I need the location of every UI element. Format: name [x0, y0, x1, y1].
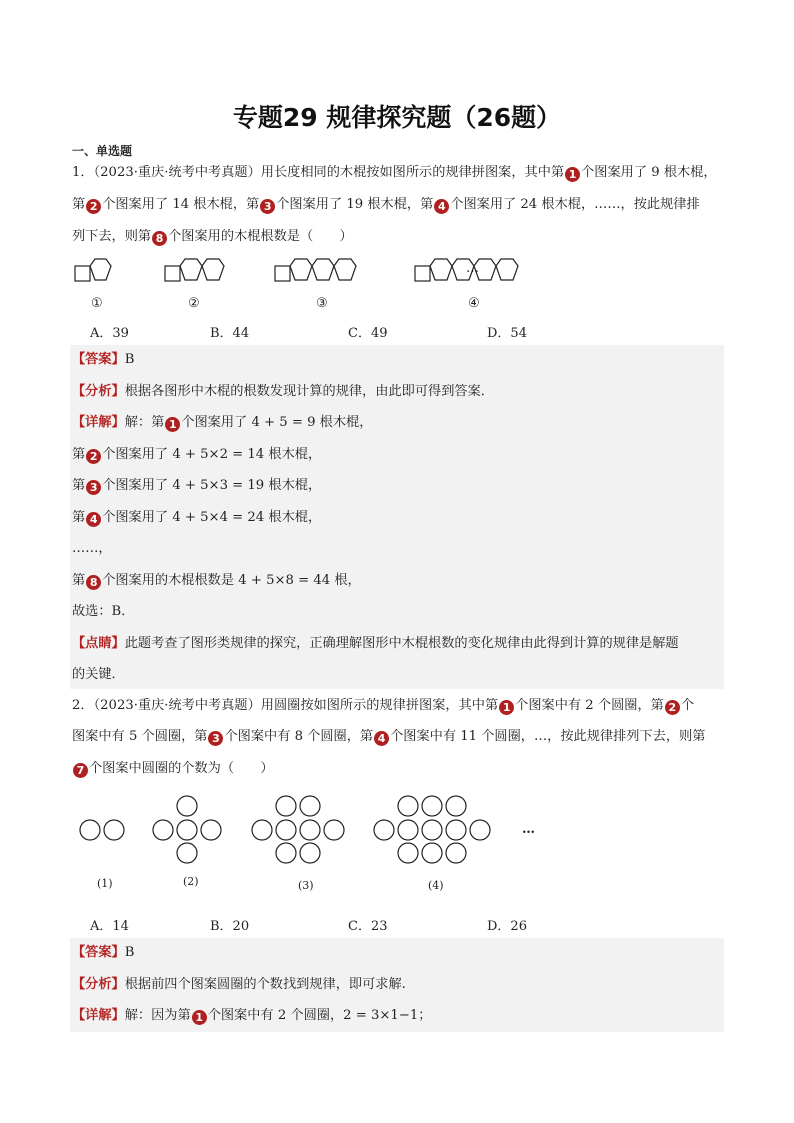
- q1-detail-line3: 第 3 个图案用了 4 + 5×3 = 19 根木棍，: [72, 478, 322, 494]
- q1-option-b: B．44: [210, 326, 250, 341]
- q2-figure-label-4: (4): [428, 879, 444, 892]
- q1-option-a: A．39: [90, 326, 129, 341]
- q2-option-c: C．23: [348, 919, 388, 934]
- section-heading: 一、单选题: [72, 144, 133, 158]
- q1-answer-line: 【答案】B: [72, 352, 135, 367]
- q1-figure-ellipsis: …: [466, 261, 479, 276]
- circled-number: 1: [192, 1010, 207, 1025]
- q2-detail-line1: 【详解】解：因为第 1 个图案中有 2 个圆圈，2 = 3×1−1；: [72, 1008, 432, 1024]
- q1-option-d: D．54: [487, 326, 527, 341]
- circled-number: 7: [73, 763, 88, 778]
- q1-analysis-line: 【分析】根据各图形中木棍的根数发现计算的规律，由此即可得到答案．: [72, 384, 494, 399]
- circled-number: 4: [86, 512, 101, 527]
- q2-stem-line3: 7 个图案中圆圈的个数为（ ）: [72, 759, 274, 779]
- circled-number: 3: [260, 199, 275, 214]
- q2-analysis-line: 【分析】根据前四个图案圆圈的个数找到规律，即可求解.: [72, 977, 406, 992]
- q1-detail-line1: 【详解】解：第 1 个图案用了 4 + 5 = 9 根木棍，: [72, 415, 373, 431]
- q1-figure-label-2: ②: [188, 296, 200, 311]
- circled-number: 3: [86, 480, 101, 495]
- circled-number: 1: [565, 167, 580, 182]
- q1-detail-line4: 第 4 个图案用了 4 + 5×4 = 24 根木棍，: [72, 510, 322, 526]
- circled-number: 8: [86, 575, 101, 590]
- q1-choice-line: 故选：B．: [72, 604, 135, 619]
- q1-detail-line5: ……，: [72, 541, 112, 556]
- q2-stem-line1: 2．（2023·重庆·统考中考真题）用圆圈按如图所示的规律拼图案，其中第 1 个图案中有 2 个圆圈，第 2 个: [72, 698, 695, 714]
- q2-option-a: A．14: [90, 919, 129, 934]
- circled-number: 2: [86, 449, 101, 464]
- page-title: 专题29 规律探究题（26题）: [232, 103, 562, 132]
- q1-stem-line1: 1．（2023·重庆·统考中考真题）用长度相同的木棍按如图所示的规律拼图案，其中第 1 个图案用了 9 根木棍，: [72, 165, 717, 181]
- q1-stick-pattern-figure: [70, 255, 570, 295]
- q2-figure-label-2: (2): [183, 875, 199, 888]
- circled-number: 4: [434, 199, 449, 214]
- circled-number: 3: [208, 731, 223, 746]
- circled-number: 2: [665, 700, 680, 715]
- q1-figure-label-1: ①: [91, 296, 103, 311]
- q1-figure-label-3: ③: [316, 296, 328, 311]
- q1-figure-label-4: ④: [468, 296, 480, 311]
- q2-figure-label-1: (1): [97, 877, 113, 890]
- q1-detail-line2: 第 2 个图案用了 4 + 5×2 = 14 根木棍，: [72, 447, 322, 463]
- q2-circle-pattern-figure: [70, 790, 550, 870]
- q2-option-b: B．20: [210, 919, 250, 934]
- circled-number: 1: [165, 417, 180, 432]
- q2-answer-line: 【答案】B: [72, 945, 135, 960]
- q1-stem-line2: 第 2 个图案用了 14 根木棍，第 3 个图案用了 19 根木棍，第 4 个图案用了 24 根木棍，……，按此规律排: [72, 197, 700, 213]
- q1-answer-block: [70, 345, 724, 689]
- q2-option-d: D．26: [487, 919, 527, 934]
- circled-number: 4: [374, 731, 389, 746]
- q2-figure-ellipsis: …: [522, 822, 535, 837]
- q2-figure-label-3: (3): [298, 879, 314, 892]
- q1-stem-line3: 列下去，则第 8 个图案用的木棍根数是（ ）: [72, 229, 353, 245]
- circled-number: 1: [499, 700, 514, 715]
- q1-comment-line1: 【点睛】此题考查了图形类规律的探究，正确理解图形中木棍根数的变化规律由此得到计算的规律是解题: [72, 636, 679, 651]
- circled-number: 2: [86, 199, 101, 214]
- q1-detail-line6: 第 8 个图案用的木棍根数是 4 + 5×8 = 44 根，: [72, 573, 361, 589]
- q1-option-c: C．49: [348, 326, 388, 341]
- q1-comment-line2: 的关键．: [72, 667, 125, 682]
- q2-stem-line2: 图案中有 5 个圆圈，第 3 个图案中有 8 个圆圈，第 4 个图案中有 11 个圆圈，…，按此规律排列下去，则第: [72, 729, 706, 745]
- q2-answer-block: [70, 938, 724, 1032]
- circled-number: 8: [152, 231, 167, 246]
